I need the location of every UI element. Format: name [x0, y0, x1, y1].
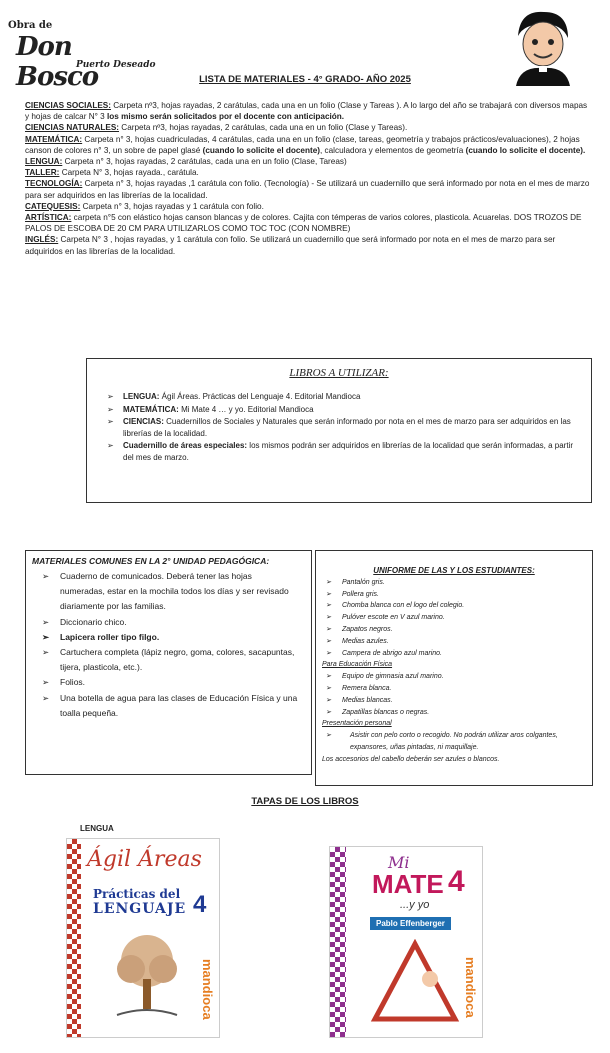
cover-brand: Ágil Áreas: [87, 847, 202, 872]
list-item: ➢ Zapatillas blancas o negras.: [326, 707, 586, 719]
cover-number: 4: [193, 891, 207, 918]
pp-section-title: Presentación personal: [322, 720, 392, 728]
list-item: ➢ Una botella de agua para las clases de Educación Física y una toalla pequeña.: [42, 691, 299, 721]
cover-mate: MATE: [372, 869, 444, 899]
books-box: [86, 358, 592, 503]
common-materials-title: MATERIALES COMUNES EN LA 2° UNIDAD PEDAGÓGICA:: [32, 556, 270, 566]
cover-author: Pablo Effenberger: [370, 917, 451, 930]
list-item: ➢ Remera blanca.: [326, 683, 586, 695]
list-item: ➢ Cuaderno de comunicados. Deberá tener las hojas numeradas, estar en la mochila todos los días y ser revisado diariamente por las familias.: [42, 569, 299, 615]
subject-ingles: INGLÉS: Carpeta N° 3 , hojas rayadas, y 1 carátula con folio. Se utilizará un cuadernillo que será informado por nota en el mes de marzo para ser adquiridos en las librerías de la localidad.: [25, 235, 556, 256]
ruler-illustration: [370, 939, 460, 1024]
subject-artistica: ARTÍSTICA: carpeta n°5 con elástico hojas canson blancas y de colores. Cajita con témperas de varios colores, plasticola. Acuarelas. DOS TROZOS DE PALOS DE ESCOBA DE 20 CM PARA UTILIZARLOS COMO TOC TOC (CON NOMBRE): [25, 213, 582, 234]
cover-publisher: mandioca: [200, 959, 215, 1020]
book-item: ➢ Cuadernillo de áreas especiales: los mismos podrán ser adquiridos en librerías de la localidad que serán informadas, a partir del mes de marzo.: [107, 440, 581, 463]
subjects-list: [25, 100, 590, 257]
logo-obra: Obra de: [8, 20, 53, 31]
ef-section-title: Para Educación Física: [322, 661, 393, 669]
list-item: ➢ Zapatos negros.: [326, 624, 586, 636]
list-item: ➢ Medias blancas.: [326, 695, 586, 707]
tree-illustration: [107, 929, 187, 1019]
logo-brand: Don Bosco: [16, 32, 99, 92]
list-item: ➢ Medias azules.: [326, 636, 586, 648]
subject-lengua: LENGUA: Carpeta n° 3, hojas rayadas, 2 carátulas, cada una en un folio (Clase, Tareas): [25, 157, 347, 167]
subject-naturales: CIENCIAS NATURALES: Carpeta nº3, hojas rayadas, 2 carátulas, cada una en un folio (Clase y Tareas).: [25, 123, 408, 133]
list-item: ➢ Lapicera roller tipo filgo.: [42, 630, 299, 645]
list-item: ➢ Folios.: [42, 675, 299, 690]
list-item: ➢ Chomba blanca con el logo del colegio.: [326, 600, 586, 612]
uniform-title: UNIFORME DE LAS Y LOS ESTUDIANTES:: [373, 566, 535, 575]
cover-subtitle2: LENGUAJE: [93, 901, 187, 917]
subject-tecnologia: TECNOLOGÍA: Carpeta n° 3, hojas rayadas ,1 carátula con folio. (Tecnología) - Se utilizará un cuadernillo que será informado por nota en el mes de marzo para ser adquiridos en las librerías de la localidad.: [25, 179, 590, 200]
list-item: ➢ Diccionario chico.: [42, 615, 299, 630]
uniform-note: Los accesorios del cabello deberán ser azules o blancos.: [322, 755, 500, 763]
cover-publisher: mandioca: [463, 957, 478, 1018]
checker-pattern: [330, 847, 346, 1037]
don-bosco-logo: [6, 14, 156, 92]
cover-mi: Mi: [388, 853, 410, 872]
book-cover-lengua: [66, 838, 220, 1038]
covers-title: TAPAS DE LOS LIBROS: [251, 796, 359, 807]
list-item: ➢ Pollera gris.: [326, 589, 586, 601]
uniform-box: [315, 550, 593, 786]
subject-matematica: MATEMÁTICA: Carpeta n° 3, hojas cuadriculadas, 4 carátulas, cada una en un folio (clase, tareas, geometría y trabajos prácticos/evaluaciones), 2 hojas canson de colores n° 3, un sobre de papel glasé (cuando lo solicite el docente), calculadora y elementos de geometría (cuando lo solicite el docente).: [25, 134, 586, 155]
book-cover-matematica: [329, 846, 483, 1038]
subject-catequesis: CATEQUESIS: Carpeta n° 3, hojas rayadas y 1 carátula con folio.: [25, 201, 264, 211]
page-title: LISTA DE MATERIALES - 4° GRADO- AÑO 2025: [199, 74, 411, 85]
books-title: LIBROS A UTILIZAR:: [289, 367, 389, 379]
subject-sociales: CIENCIAS SOCIALES: Carpeta nº3, hojas rayadas, 2 carátulas, cada una en un folio (Clase y Tareas ). A lo largo del año se trabajará con diversos mapas y hojas de calcar N° 3 los mismo serán solicitados por el docente con anticipación.: [25, 101, 588, 122]
cover-yo: ...y yo: [400, 899, 430, 911]
list-item: ➢ Pulóver escote en V azul marino.: [326, 612, 586, 624]
list-item: ➢ Cartuchera completa (lápiz negro, goma, colores, sacapuntas, tijera, plasticola, etc.).: [42, 645, 299, 675]
book-item: ➢ CIENCIAS: Cuadernillos de Sociales y Naturales que serán informado por nota en el mes de marzo para ser adquiridos en las librerías de la localidad.: [107, 416, 581, 439]
subject-taller: TALLER: Carpeta N° 3, hojas rayada., carátula.: [25, 168, 199, 178]
book-item: ➢ MATEMÁTICA: Mi Mate 4 … y yo. Editorial Mandioca: [107, 404, 581, 416]
list-item: ➢ Campera de abrigo azul marino.: [326, 648, 586, 660]
checker-pattern: [67, 839, 81, 1037]
cover-subtitle: Prácticas del: [93, 887, 181, 901]
list-item: ➢ Asistir con pelo corto o recogido. No podrán utilizar aros colgantes, expansores, uñas pintadas, ni maquillaje.: [326, 730, 586, 754]
cover-number: 4: [448, 865, 465, 898]
logo-place: Puerto Deseado: [76, 60, 156, 70]
lengua-label: LENGUA: [80, 824, 114, 833]
list-item: ➢ Pantalón gris.: [326, 577, 586, 589]
list-item: ➢ Equipo de gimnasia azul marino.: [326, 671, 586, 683]
book-item: ➢ LENGUA: Ágil Áreas. Prácticas del Lenguaje 4. Editorial Mandioca: [107, 391, 581, 403]
common-materials-box: [25, 550, 312, 775]
